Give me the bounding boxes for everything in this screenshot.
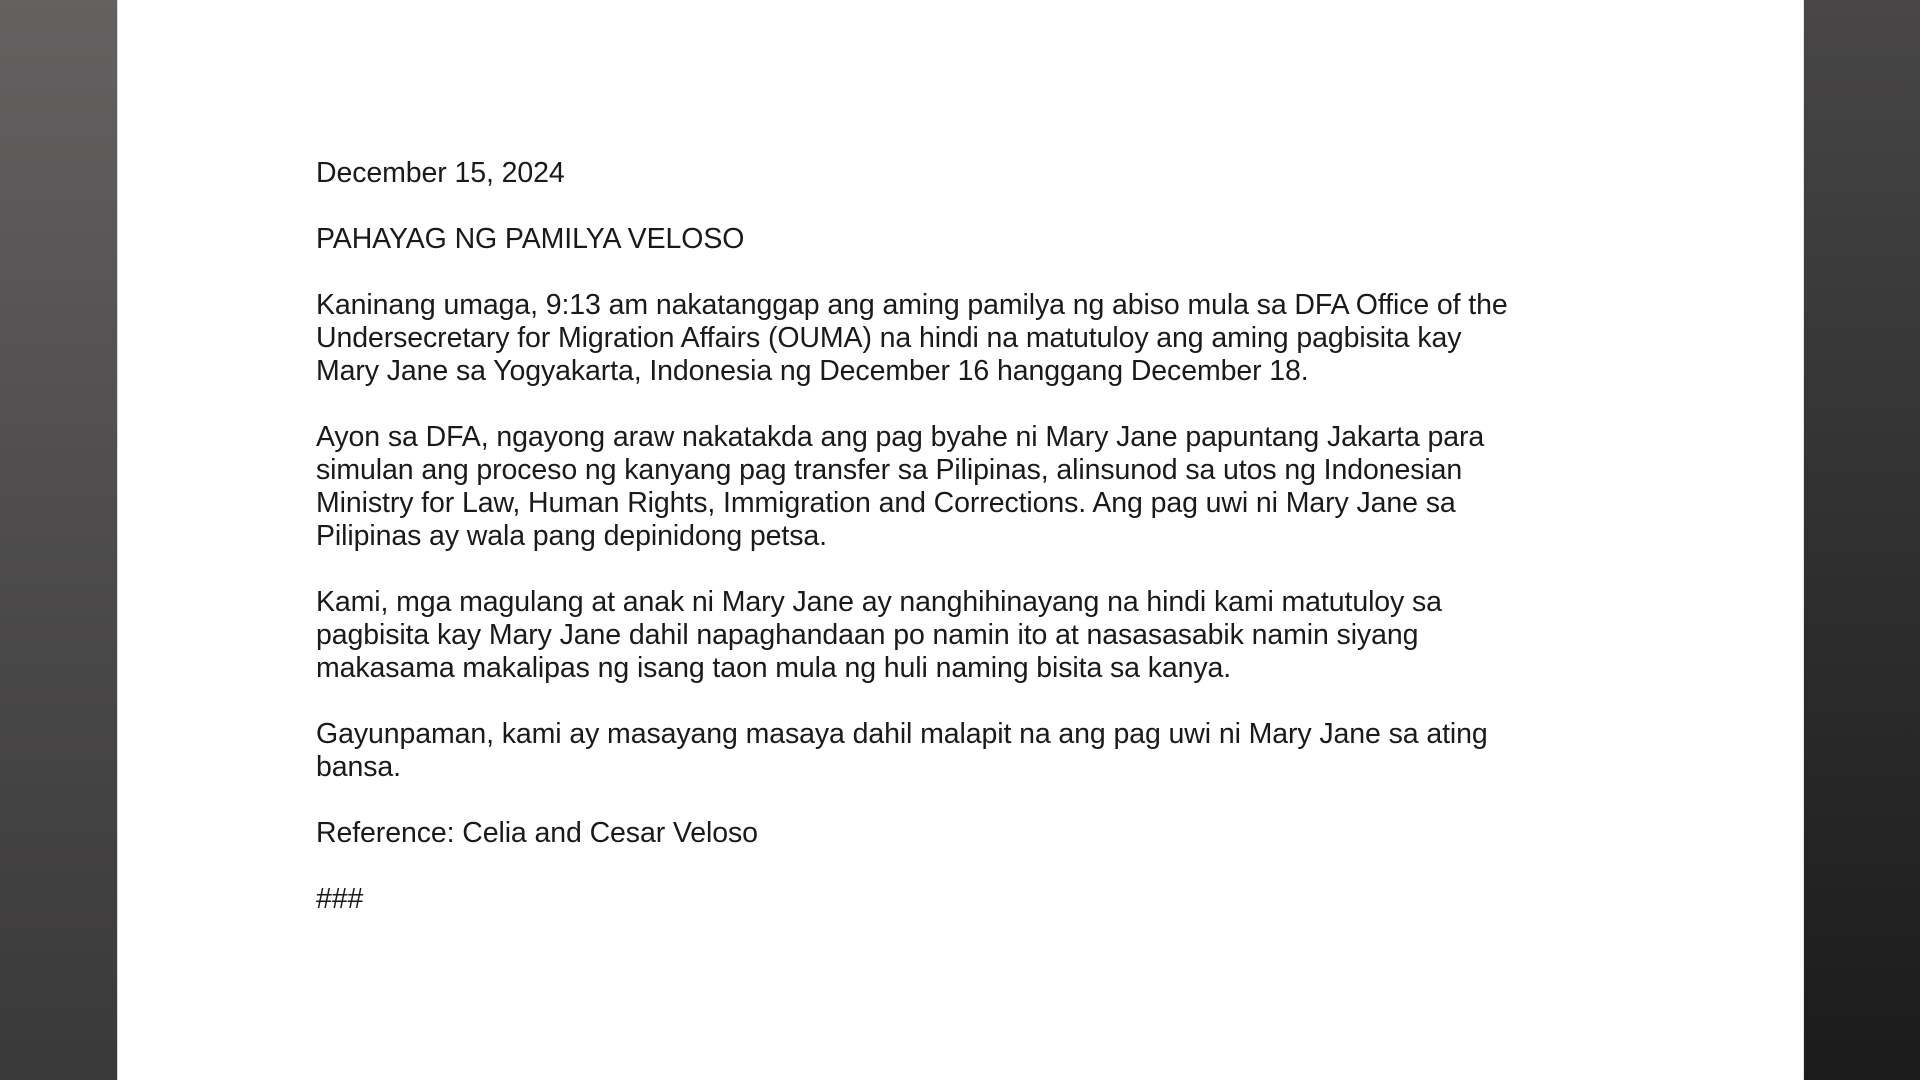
paragraph-line: Kaninang umaga, 9:13 am nakatanggap ang aming pamilya ng abiso mula sa DFA Office of the <box>316 289 1508 321</box>
document-date: December 15, 2024 <box>316 157 565 189</box>
paragraph-line: makasama makalipas ng isang taon mula ng huli naming bisita sa kanya. <box>316 652 1232 684</box>
document-body <box>316 157 1646 949</box>
end-mark: ### <box>316 883 364 915</box>
paragraph-line: Ministry for Law, Human Rights, Immigration and Corrections. Ang pag uwi ni Mary Jane sa <box>316 487 1456 519</box>
paragraph-line: Kami, mga magulang at anak ni Mary Jane ay nanghihinayang na hindi kami matutuloy sa <box>316 586 1442 618</box>
paragraph-family-regret <box>316 586 1646 685</box>
paragraph-dfa-statement <box>316 421 1646 553</box>
paragraph-line: Ayon sa DFA, ngayong araw nakatakda ang pag byahe ni Mary Jane papuntang Jakarta para <box>316 421 1485 453</box>
paragraph-closing <box>316 718 1646 784</box>
document-page <box>117 0 1804 1080</box>
paragraph-line: bansa. <box>316 751 401 783</box>
paragraph-line: Gayunpaman, kami ay masayang masaya dahil malapit na ang pag uwi ni Mary Jane sa ating <box>316 718 1488 750</box>
paragraph-line: Pilipinas ay wala pang depinidong petsa. <box>316 520 827 552</box>
paragraph-line: pagbisita kay Mary Jane dahil napaghandaan po namin ito at nasasasabik namin siyang <box>316 619 1419 651</box>
document-title: PAHAYAG NG PAMILYA VELOSO <box>316 223 745 255</box>
left-backdrop <box>0 0 117 1080</box>
paragraph-notice <box>316 289 1646 388</box>
paragraph-line: Mary Jane sa Yogyakarta, Indonesia ng December 16 hanggang December 18. <box>316 355 1309 387</box>
right-backdrop <box>1804 0 1920 1080</box>
paragraph-line: simulan ang proceso ng kanyang pag transfer sa Pilipinas, alinsunod sa utos ng Indonesian <box>316 454 1463 486</box>
paragraph-line: Undersecretary for Migration Affairs (OUMA) na hindi na matutuloy ang aming pagbisita kay <box>316 322 1462 354</box>
reference-line: Reference: Celia and Cesar Veloso <box>316 817 758 849</box>
